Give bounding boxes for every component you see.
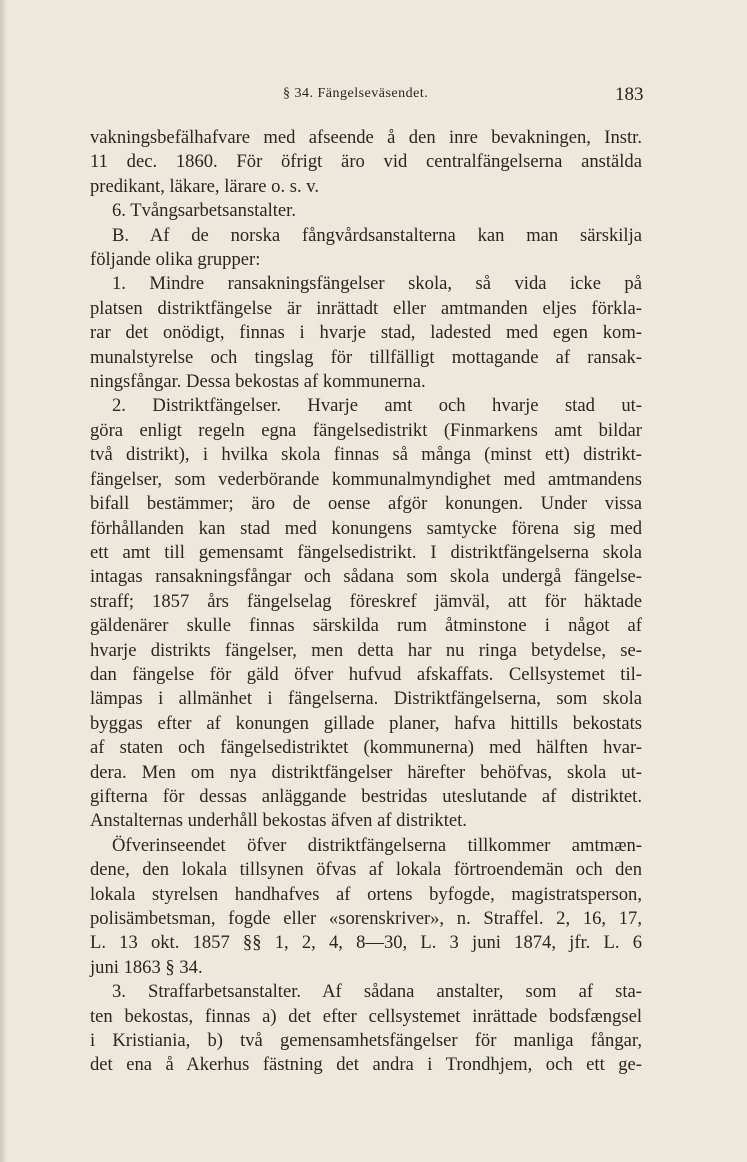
text-line: dera. Men om nya distriktfängelser härefter behöfvas, skola ut- bbox=[90, 761, 642, 783]
section-heading: 6. Tvångsarbetsanstalter. bbox=[112, 200, 296, 222]
text-line: polisämbetsman, fogde eller «sorenskriver», n. Straffel. 2, 16, 17, bbox=[90, 908, 642, 929]
text-line: ten bekostas, finnas a) det efter cellsystemet inrättade bodsfængsel bbox=[90, 1005, 642, 1027]
text-line: dan fängelse för gäld öfver hufvud afskaffats. Cellsystemet til- bbox=[90, 663, 642, 685]
body-text bbox=[90, 126, 642, 1078]
text-line: ett amt till gemensamt fängelsedistrikt. I distriktfängelserna skola bbox=[90, 541, 642, 563]
page-number: 183 bbox=[615, 84, 644, 105]
running-head: § 34. Fängelseväsendet. bbox=[283, 86, 429, 101]
text-line: gifterna för dessas anläggande bestridas uteslutande af distriktet. bbox=[90, 785, 642, 807]
page-edge bbox=[0, 0, 6, 1162]
text-line: det ena å Akerhus fästning det andra i Trondhjem, och ett ge- bbox=[90, 1054, 642, 1076]
text-line: 1. Mindre ransakningsfängelser skola, så vida icke på bbox=[112, 273, 642, 295]
text-line: Öfverinseendet öfver distriktfängelserna tillkommer amtmæn- bbox=[112, 834, 642, 856]
text-line: gäldenärer skulle finnas särskilda rum åtminstone i något af bbox=[90, 615, 642, 637]
text-line: lämpas i allmänhet i fängelserna. Distriktfängelserna, som skola bbox=[90, 688, 642, 710]
text-line: 11 dec. 1860. För öfrigt äro vid centralfängelserna anstälda bbox=[90, 151, 642, 173]
text-line: rar det onödigt, finnas i hvarje stad, ladested med egen kom- bbox=[90, 322, 642, 344]
text-line: hvarje distrikts fängelser, men detta har nu ringa betydelse, se- bbox=[90, 639, 642, 661]
text-line: L. 13 okt. 1857 §§ 1, 2, 4, 8—30, L. 3 juni 1874, jfr. L. 6 bbox=[90, 932, 642, 954]
text-line: B. Af de norska fångvårdsanstalterna kan man särskilja bbox=[112, 224, 642, 246]
text-line: dene, den lokala tillsynen öfvas af lokala förtroendemän och den bbox=[90, 859, 642, 881]
text-line: lokala styrelsen handhafves af ortens byfogde, magistratsperson, bbox=[90, 883, 642, 905]
text-line: ningsfångar. Dessa bekostas af kommunerna. bbox=[90, 371, 426, 393]
text-line: förhållanden kan stad med konungens samtycke förena sig med bbox=[90, 517, 642, 539]
text-line: juni 1863 § 34. bbox=[90, 956, 203, 978]
text-line: göra enligt regeln egna fängelsedistrikt (Finmarkens amt bildar bbox=[90, 419, 642, 441]
text-line: munalstyrelse och tingslag för tillfälligt mottagande af ransak- bbox=[90, 346, 642, 368]
text-line: 3. Straffarbetsanstalter. Af sådana anstalter, som af sta- bbox=[112, 981, 642, 1003]
text-line: följande olika grupper: bbox=[90, 249, 261, 271]
text-line: i Kristiania, b) två gemensamhetsfängelser för manliga fångar, bbox=[90, 1030, 642, 1052]
text-line: platsen distriktfängelse är inrättadt eller amtmanden eljes förkla- bbox=[90, 297, 642, 319]
text-line: af staten och fängelsedistriktet (kommunerna) med hälften hvar- bbox=[90, 737, 642, 759]
text-line: Anstalternas underhåll bekostas äfven af distriktet. bbox=[90, 810, 467, 832]
text-line: byggas efter af konungen gillade planer, hafva hittills bekostats bbox=[90, 712, 642, 734]
text-line: 2. Distriktfängelser. Hvarje amt och hvarje stad ut- bbox=[112, 395, 642, 417]
text-line: fängelser, som vederbörande kommunalmyndighet med amtmandens bbox=[90, 468, 642, 490]
text-line: vakningsbefälhafvare med afseende å den inre bevakningen, Instr. bbox=[90, 127, 642, 148]
text-line: två distrikt), i hvilka skola finnas så många (minst ett) distrikt- bbox=[90, 444, 642, 466]
text-line: bifall bestämmer; äro de oense afgör konungen. Under vissa bbox=[90, 493, 642, 515]
text-line: predikant, läkare, lärare o. s. v. bbox=[90, 175, 320, 197]
text-line: straff; 1857 års fängelselag föreskref jämväl, att för häktade bbox=[90, 590, 642, 612]
text-line: intagas ransakningsfångar och sådana som skola undergå fängelse- bbox=[90, 566, 642, 588]
